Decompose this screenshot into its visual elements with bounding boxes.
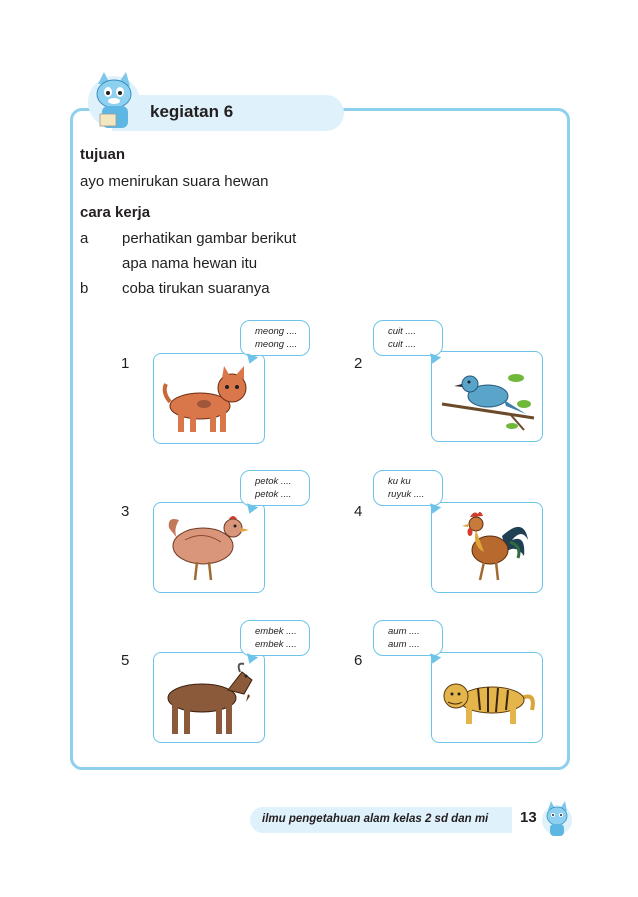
sound-bubble	[373, 320, 443, 356]
sound-line: petok ....	[255, 489, 292, 500]
sound-bubble	[373, 470, 443, 506]
sound-line: aum ....	[388, 626, 420, 637]
cat-icon	[160, 362, 260, 438]
animal-number: 4	[354, 503, 363, 520]
sound-line: cuit ....	[388, 326, 416, 337]
animal-number: 1	[121, 355, 130, 372]
sound-bubble	[240, 320, 310, 356]
tujuan-text: ayo menirukan suara hewan	[80, 173, 269, 190]
step-a-line2: apa nama hewan itu	[122, 255, 258, 272]
tiger-icon	[438, 670, 538, 730]
sound-line: meong ....	[255, 326, 298, 337]
sound-line: ku ku	[388, 476, 411, 487]
mascot-cat-small-icon	[540, 798, 574, 840]
sound-line: ruyuk ....	[388, 489, 425, 500]
animal-number: 6	[354, 652, 363, 669]
hen-icon	[163, 510, 255, 586]
tujuan-heading: tujuan	[80, 146, 125, 163]
sound-bubble	[240, 620, 310, 656]
animal-number: 2	[354, 355, 363, 372]
page-title: kegiatan 6	[150, 102, 234, 121]
sound-bubble	[373, 620, 443, 656]
sound-line: cuit ....	[388, 339, 416, 350]
step-a-marker: a	[80, 230, 89, 247]
sound-line: embek ....	[255, 639, 297, 650]
step-a-line1: perhatikan gambar berikut	[122, 230, 297, 247]
step-b-marker: b	[80, 280, 89, 297]
sound-line: embek ....	[255, 626, 297, 637]
goat-icon	[162, 660, 258, 740]
step-b-line1: coba tirukan suaranya	[122, 280, 270, 297]
mascot-cat-icon	[86, 70, 148, 138]
cara-kerja-heading: cara kerja	[80, 204, 151, 221]
sound-line: petok ....	[255, 476, 292, 487]
animal-number: 3	[121, 503, 130, 520]
animal-number: 5	[121, 652, 130, 669]
footer-text: ilmu pengetahuan alam kelas 2 sd dan mi	[262, 813, 489, 825]
rooster-icon	[452, 506, 532, 586]
sound-line: meong ....	[255, 339, 298, 350]
sound-line: aum ....	[388, 639, 420, 650]
bird-icon	[440, 364, 536, 436]
sound-bubble	[240, 470, 310, 506]
page-number: 13	[520, 809, 537, 826]
